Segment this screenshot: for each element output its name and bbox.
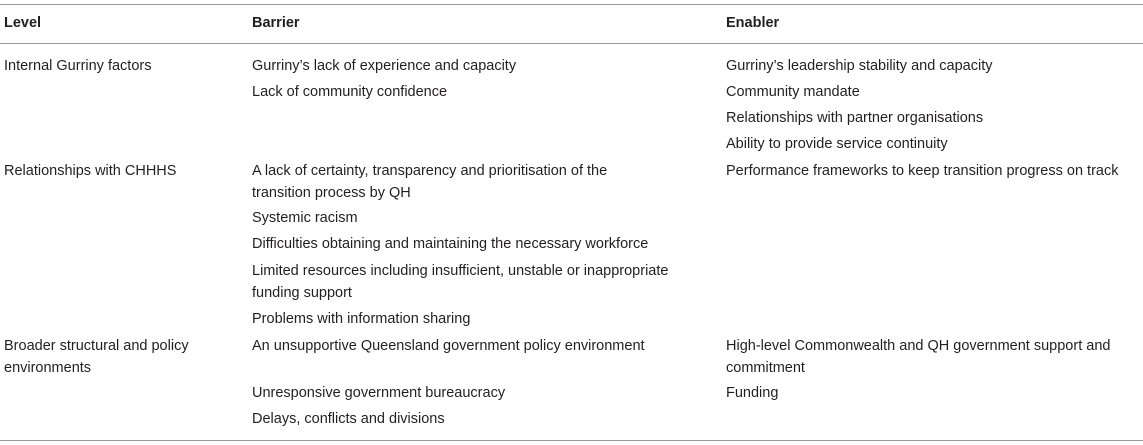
- enabler-item: Funding: [726, 385, 779, 401]
- barrier-item: Delays, conflicts and divisions: [252, 411, 445, 427]
- barrier-item: Problems with information sharing: [252, 311, 471, 327]
- barrier-item: A lack of certainty, transparency and prioritisation of the transition process by QH: [252, 163, 608, 201]
- barrier-item: Systemic racism: [252, 210, 358, 226]
- barrier-item: An unsupportive Queensland government policy environment: [252, 338, 645, 354]
- table-top-rule: [0, 4, 1143, 5]
- enabler-item: Relationships with partner organisations: [726, 110, 984, 126]
- table-header-rule: [0, 43, 1143, 44]
- row-level-internal: Internal Gurriny factors: [4, 58, 152, 74]
- row-level-broader: Broader structural and policy environments: [4, 338, 189, 376]
- header-level: Level: [4, 15, 42, 31]
- enabler-item: Community mandate: [726, 84, 860, 100]
- barrier-item: Gurriny’s lack of experience and capacity: [252, 58, 517, 74]
- row-level-relationships: Relationships with CHHHS: [4, 163, 177, 179]
- table-bottom-rule: [0, 440, 1143, 441]
- enabler-item: Ability to provide service continuity: [726, 136, 948, 152]
- barrier-item: Unresponsive government bureaucracy: [252, 385, 506, 401]
- enabler-item: Performance frameworks to keep transition progress on track: [726, 163, 1119, 179]
- enabler-item: High-level Commonwealth and QH government support and commitment: [726, 338, 1111, 376]
- barrier-item: Difficulties obtaining and maintaining the necessary workforce: [252, 236, 649, 252]
- barrier-item: Limited resources including insufficient, unstable or inappropriate funding support: [252, 263, 669, 301]
- barrier-item: Lack of community confidence: [252, 84, 448, 100]
- header-enabler: Enabler: [726, 15, 780, 31]
- header-barrier: Barrier: [252, 15, 300, 31]
- enabler-item: Gurriny’s leadership stability and capacity: [726, 58, 993, 74]
